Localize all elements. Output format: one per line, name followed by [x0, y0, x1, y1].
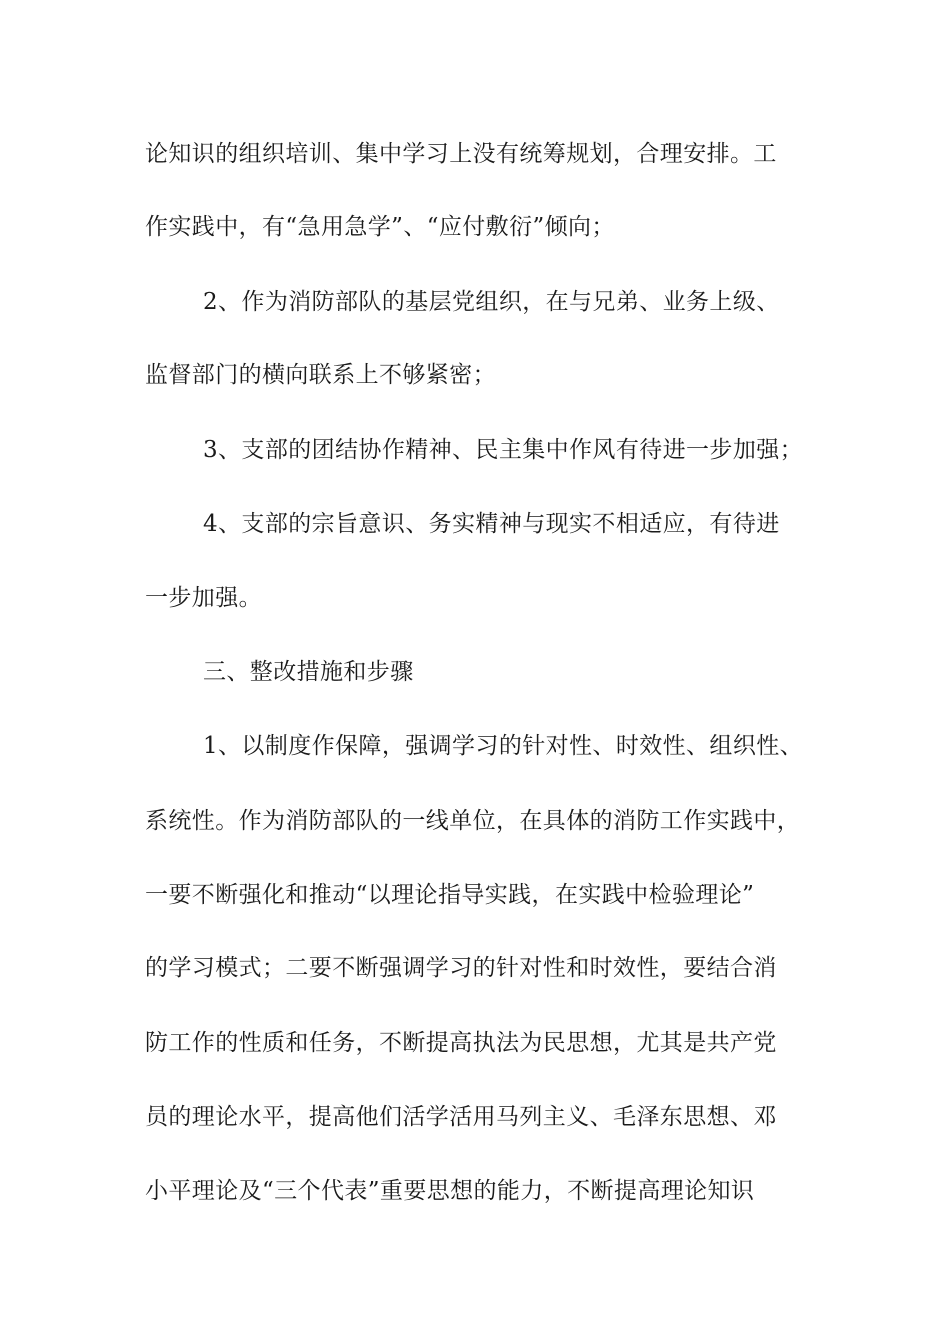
text-line-4: 监督部门的横向联系上不够紧密；	[145, 362, 496, 388]
text-line-12: 的学习模式；二要不断强调学习的针对性和时效性，要结合消	[145, 955, 777, 981]
section-heading: 三、整改措施和步骤	[203, 659, 414, 685]
text-line-1: 论知识的组织培训、集中学习上没有统筹规划，合理安排。工	[145, 141, 777, 167]
text-line-3: 2、作为消防部队的基层党组织，在与兄弟、业务上级、	[203, 289, 780, 315]
text-line-2: 作实践中，有“急用急学”、“应付敷衍”倾向；	[145, 214, 615, 240]
text-line-14: 员的理论水平，提高他们活学活用马列主义、毛泽东思想、邓	[145, 1104, 777, 1130]
text-line-10: 系统性。作为消防部队的一线单位，在具体的消防工作实践中，	[145, 808, 801, 834]
text-line-5: 3、支部的团结协作精神、民主集中作风有待进一步加强；	[203, 437, 804, 463]
text-line-6: 4、支部的宗旨意识、务实精神与现实不相适应，有待进	[203, 511, 780, 537]
text-line-15: 小平理论及“三个代表”重要思想的能力，不断提高理论知识	[145, 1178, 755, 1204]
text-line-11: 一要不断强化和推动“以理论指导实践，在实践中检验理论”	[145, 882, 755, 908]
text-line-13: 防工作的性质和任务，不断提高执法为民思想，尤其是共产党	[145, 1030, 777, 1056]
text-line-9: 1、以制度作保障，强调学习的针对性、时效性、组织性、	[203, 733, 804, 759]
text-line-7: 一步加强。	[145, 585, 262, 611]
